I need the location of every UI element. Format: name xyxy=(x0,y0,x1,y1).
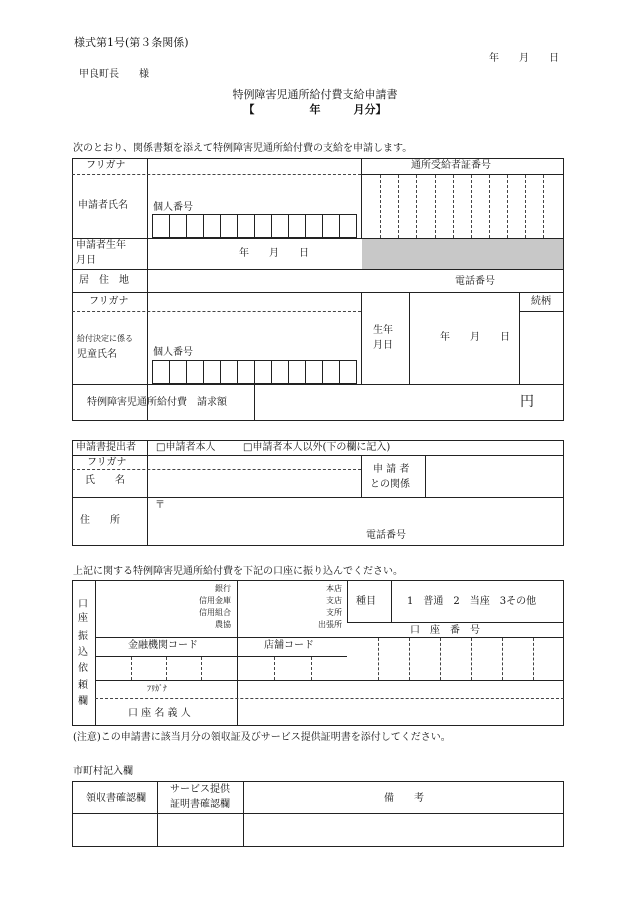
municipality-section-title: 市町村記入欄 xyxy=(73,766,133,777)
submitter-furigana-label: フリガナ xyxy=(87,457,127,468)
child-birthdate-field[interactable]: 年 月 日 xyxy=(440,332,510,343)
bank-type-2: 信用金庫 xyxy=(199,596,231,605)
service-cert-label: サービス提供 xyxy=(170,784,230,795)
submitter-phone-label: 電話番号 xyxy=(366,530,406,541)
branch-code-label: 店舗コード xyxy=(264,640,314,651)
relation-to-applicant-label-2: との関係 xyxy=(370,479,410,490)
page-title: 特例障害児通所給付費支給申請書 xyxy=(232,88,398,101)
claim-amount-label: 特例障害児通所給付費 請求額 xyxy=(87,397,227,408)
branch-type-1: 本店 xyxy=(326,584,342,593)
child-birth-label: 生年 xyxy=(373,325,393,336)
option-self-checkbox[interactable]: □申請者本人 xyxy=(156,442,216,453)
service-cert-label-2: 証明書確認欄 xyxy=(170,799,230,810)
branch-type-3: 支所 xyxy=(326,608,342,617)
side-label-5: 依 xyxy=(78,663,88,674)
personal-number-label: 個人番号 xyxy=(153,202,193,213)
bank-type-4: 農協 xyxy=(215,620,231,629)
child-name-label: 給付決定に係る xyxy=(77,334,133,343)
bank-type-1: 銀行 xyxy=(215,584,231,593)
applicant-name-label: 申請者氏名 xyxy=(78,200,128,211)
relation-label: 続柄 xyxy=(531,296,551,307)
form-number: 様式第1号(第３条関係) xyxy=(74,36,189,49)
child-furigana-label: フリガナ xyxy=(89,296,129,307)
remarks-label: 備 考 xyxy=(384,793,424,804)
shaded-area xyxy=(362,239,563,269)
applicant-birthdate-field[interactable]: 年 月 日 xyxy=(239,248,309,259)
child-name-label-2: 児童氏名 xyxy=(77,349,117,360)
branch-type-2: 支店 xyxy=(326,596,342,605)
account-holder-label: 口 座 名 義 人 xyxy=(128,708,191,719)
side-label-4: 込 xyxy=(78,647,88,658)
address-label: 居 住 地 xyxy=(79,275,129,286)
recipient-number-label: 通所受給者証番号 xyxy=(411,160,491,171)
transfer-intro: 上記に関する特例障害児通所給付費を下記の口座に振り込んでください。 xyxy=(73,566,403,577)
bank-type-3: 信用組合 xyxy=(199,608,231,617)
branch-type-4: 出張所 xyxy=(318,620,342,629)
birthdate-label: 申請者生年 xyxy=(76,240,126,251)
attachment-note: (注意)この申請書に該当月分の領収証及びサービス提供証明書を添付してください。 xyxy=(73,732,451,743)
phone-label: 電話番号 xyxy=(455,276,495,287)
side-label-7: 欄 xyxy=(78,696,88,707)
account-number-label: 口 座 番 号 xyxy=(410,625,480,636)
yen-unit: 円 xyxy=(520,394,534,410)
postal-mark: 〒 xyxy=(155,500,165,511)
relation-to-applicant-label: 申 請 者 xyxy=(373,464,410,475)
period-field: 【 年 月分】 xyxy=(243,103,387,116)
furigana-label: フリガナ xyxy=(86,160,126,171)
intro-text: 次のとおり、関係書類を添えて特例障害児通所給付費の支給を申請します。 xyxy=(73,143,413,154)
addressee: 甲良町長 様 xyxy=(79,69,149,80)
side-label-2: 座 xyxy=(78,613,88,624)
child-personal-number-label: 個人番号 xyxy=(153,347,193,358)
child-birth-label-2: 月日 xyxy=(373,340,393,351)
side-label-6: 頼 xyxy=(78,680,88,691)
birthdate-label-2: 月日 xyxy=(76,255,96,266)
option-other-checkbox[interactable]: □申請者本人以外(下の欄に記入) xyxy=(243,442,391,453)
account-type-label: 種目 xyxy=(356,596,376,607)
submitter-name-label: 氏 名 xyxy=(85,475,125,486)
institution-code-label: 金融機関コード xyxy=(128,640,198,651)
side-label-3: 振 xyxy=(78,631,88,642)
date-line: 年 月 日 xyxy=(489,53,559,64)
holder-furigana-label: ﾌﾘｶﾞﾅ xyxy=(147,684,167,693)
receipt-check-label: 領収書確認欄 xyxy=(86,793,146,804)
side-label-1: 口 xyxy=(78,599,88,610)
submitter-label: 申請書提出者 xyxy=(76,442,136,453)
submitter-address-label: 住 所 xyxy=(80,515,120,526)
account-type-options[interactable]: 1 普通 2 当座 3その他 xyxy=(407,596,537,607)
